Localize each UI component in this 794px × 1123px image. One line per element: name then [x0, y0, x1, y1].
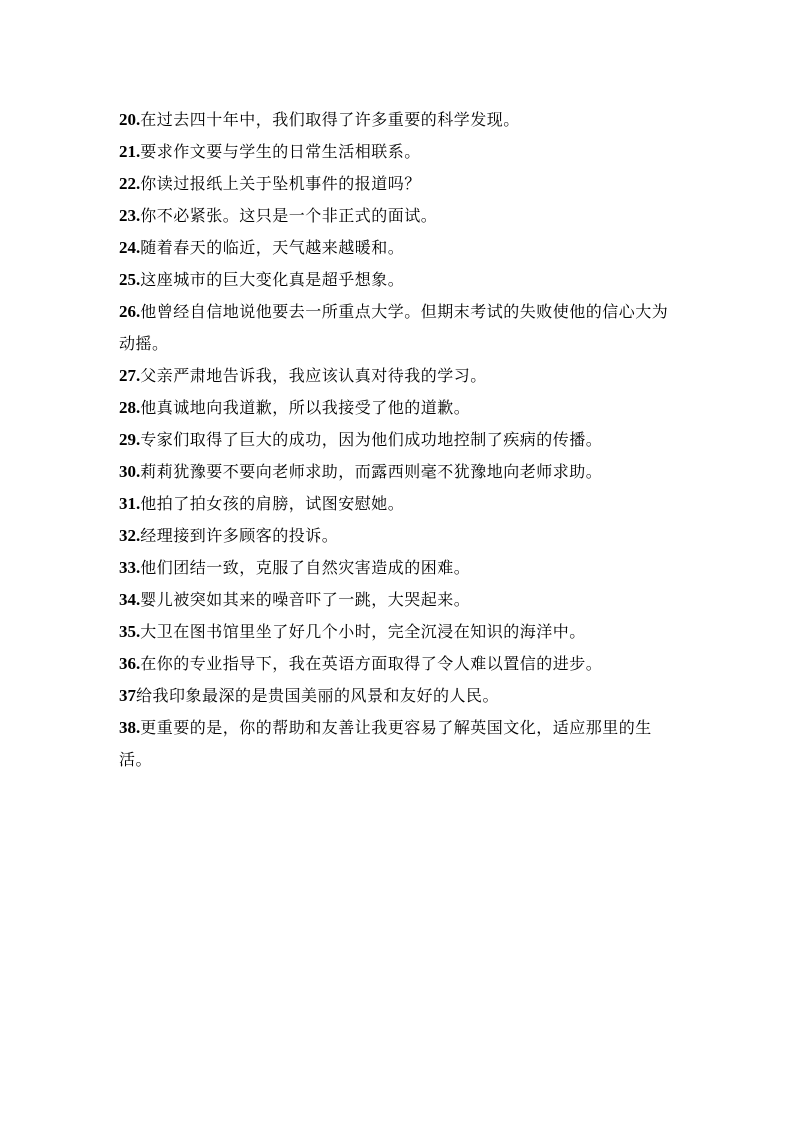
- sentence-item: [119, 168, 679, 200]
- sentence-item: [119, 136, 679, 168]
- sentence-item: [119, 616, 679, 648]
- sentence-text: 经理接到许多顾客的投诉。: [140, 526, 339, 545]
- sentence-item: [119, 424, 679, 456]
- sentence-text: 要求作文要与学生的日常生活相联系。: [140, 142, 421, 161]
- sentence-text: 莉莉犹豫要不要向老师求助，而露西则毫不犹豫地向老师求助。: [140, 462, 603, 481]
- sentence-text: 大卫在图书馆里坐了好几个小时，完全沉浸在知识的海洋中。: [140, 622, 586, 641]
- sentence-number: 33.: [119, 558, 141, 577]
- sentence-number: 26.: [119, 302, 141, 321]
- sentence-number: 35.: [119, 622, 141, 641]
- sentence-number: 29.: [119, 430, 141, 449]
- sentence-item: [119, 232, 679, 264]
- sentence-text: 给我印象最深的是贵国美丽的风景和友好的人民。: [136, 686, 500, 705]
- sentence-item: [119, 200, 679, 232]
- sentence-text: 这座城市的巨大变化真是超乎想象。: [140, 270, 405, 289]
- sentence-item: [119, 648, 679, 680]
- sentence-number: 37: [119, 686, 136, 705]
- sentence-text: 你不必紧张。这只是一个非正式的面试。: [140, 206, 438, 225]
- sentence-item: [119, 360, 679, 392]
- sentence-text: 在过去四十年中，我们取得了许多重要的科学发现。: [140, 110, 520, 129]
- sentence-item: [119, 552, 679, 584]
- sentence-item: [119, 680, 679, 712]
- sentence-item: [119, 392, 679, 424]
- sentence-text: 专家们取得了巨大的成功，因为他们成功地控制了疾病的传播。: [140, 430, 603, 449]
- sentence-item: [119, 264, 679, 296]
- sentence-number: 30.: [119, 462, 141, 481]
- sentence-number: 31.: [119, 494, 141, 513]
- sentence-item: [119, 488, 679, 520]
- sentence-text: 婴儿被突如其来的噪音吓了一跳，大哭起来。: [140, 590, 471, 609]
- document-page: [119, 104, 679, 776]
- sentence-number: 20.: [119, 110, 141, 129]
- sentence-number: 36.: [119, 654, 141, 673]
- sentence-item: [119, 712, 679, 776]
- sentence-text: 在你的专业指导下，我在英语方面取得了令人难以置信的进步。: [140, 654, 603, 673]
- sentence-number: 24.: [119, 238, 141, 257]
- sentence-number: 22.: [119, 174, 141, 193]
- sentence-item: [119, 456, 679, 488]
- sentence-number: 21.: [119, 142, 141, 161]
- sentence-text: 更重要的是，你的帮助和友善让我更容易了解英国文化，适应那里的生活。: [119, 718, 652, 769]
- sentence-text: 他们团结一致，克服了自然灾害造成的困难。: [140, 558, 471, 577]
- sentence-text: 他真诚地向我道歉，所以我接受了他的道歉。: [140, 398, 471, 417]
- sentence-text: 他曾经自信地说他要去一所重点大学。但期末考试的失败使他的信心大为动摇。: [119, 302, 669, 353]
- sentence-item: [119, 584, 679, 616]
- sentence-item: [119, 296, 679, 360]
- sentence-number: 38.: [119, 718, 141, 737]
- sentence-number: 23.: [119, 206, 141, 225]
- sentence-number: 34.: [119, 590, 141, 609]
- sentence-text: 随着春天的临近，天气越来越暖和。: [140, 238, 405, 257]
- sentence-item: [119, 104, 679, 136]
- sentence-number: 32.: [119, 526, 141, 545]
- sentence-number: 27.: [119, 366, 141, 385]
- sentence-text: 你读过报纸上关于坠机事件的报道吗？: [140, 174, 421, 193]
- sentence-text: 父亲严肃地告诉我，我应该认真对待我的学习。: [140, 366, 487, 385]
- sentence-number: 25.: [119, 270, 141, 289]
- sentence-text: 他拍了拍女孩的肩膀，试图安慰她。: [140, 494, 405, 513]
- sentence-item: [119, 520, 679, 552]
- sentence-number: 28.: [119, 398, 141, 417]
